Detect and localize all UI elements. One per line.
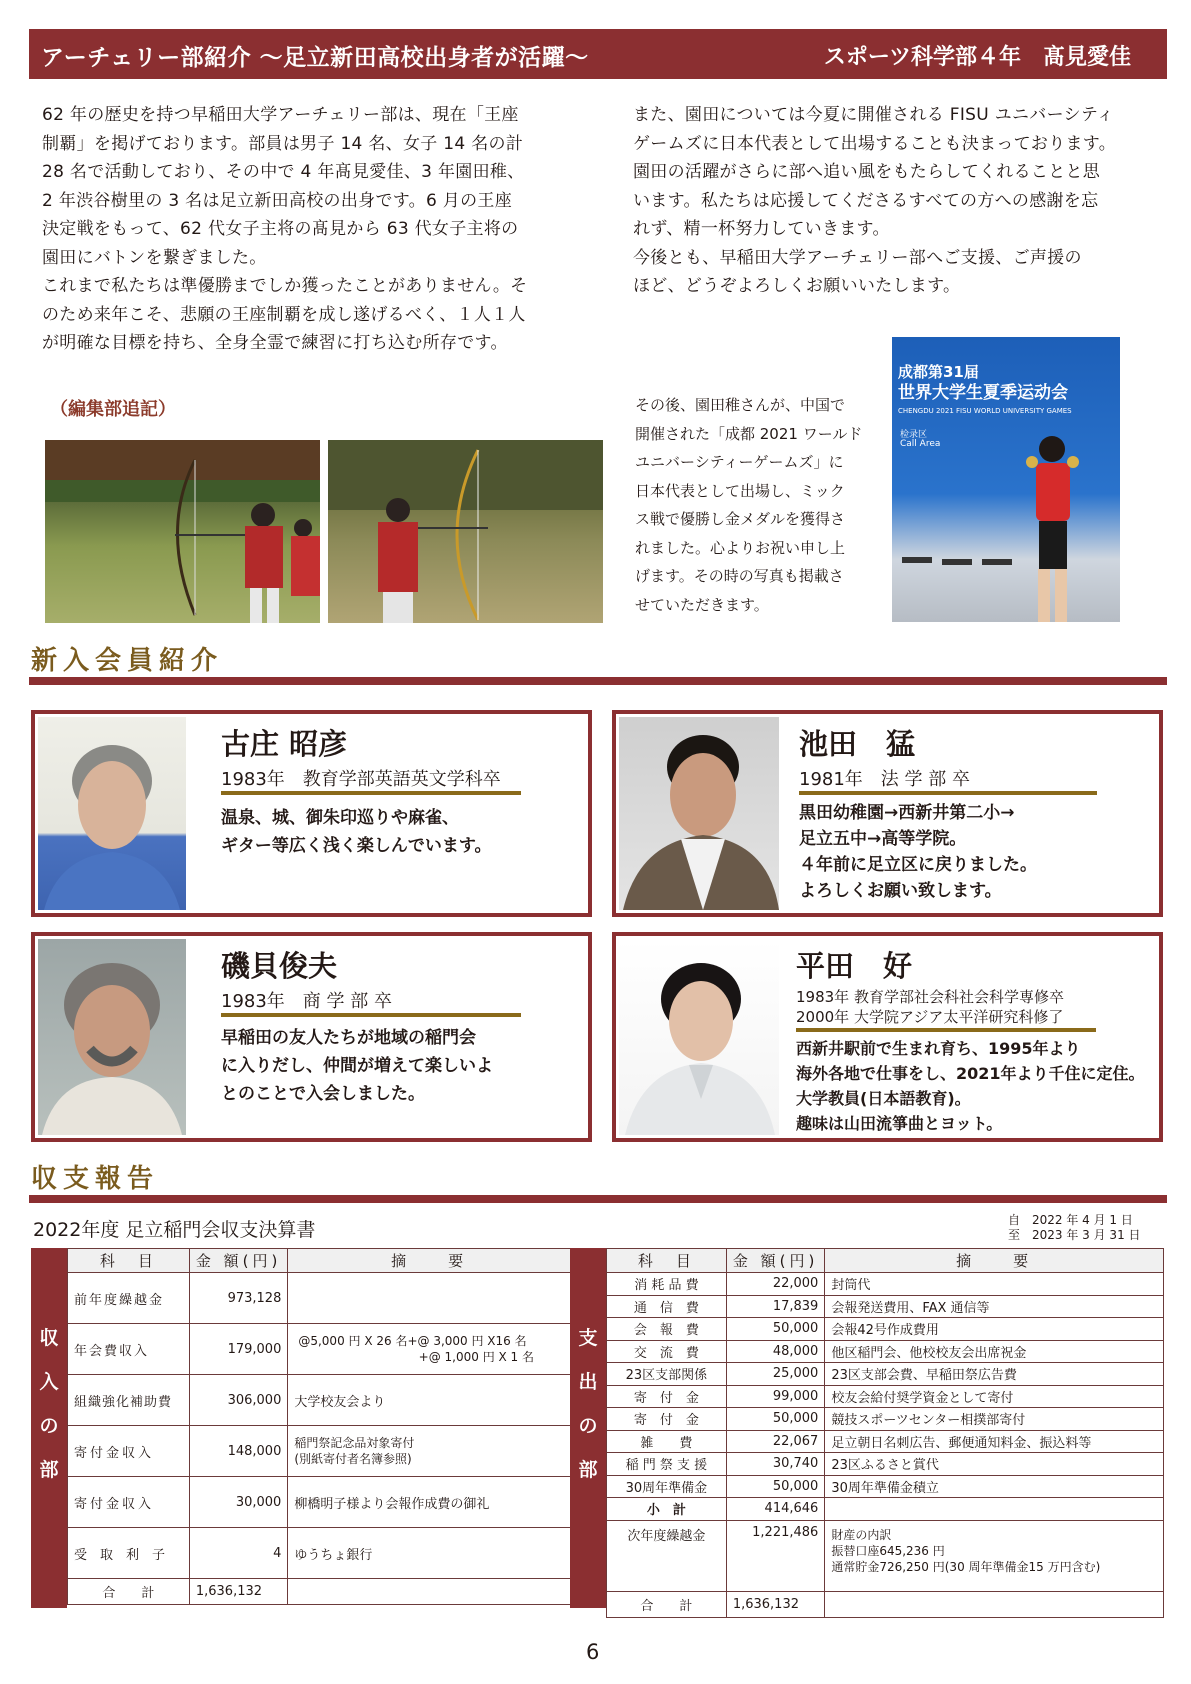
item-cell: 寄付金収入 [68,1477,190,1528]
table-row [607,1318,1164,1341]
amount-cell: 30,000 [189,1477,287,1528]
table-row [607,1295,1164,1318]
member-degree: 1981年 法 学 部 卒 [799,769,970,790]
note-line: 通常貯金726,250 円(30 周年準備金15 万円含む) [831,1559,1101,1574]
table-header-row [68,1249,571,1273]
amount-cell: 306,000 [189,1375,287,1426]
note-cell: 会報発送費用、FAX 通信等 [825,1295,1164,1318]
item-cell: 受 取 利 子 [68,1528,190,1579]
note-cell: 柳橋明子様より会報作成費の御礼 [288,1477,571,1528]
amount-cell: 50,000 [726,1408,824,1431]
item-cell: 寄 付 金 [607,1385,727,1408]
note-cell: ゆうちょ銀行 [288,1528,571,1579]
amount-cell: 30,740 [726,1453,824,1476]
desc-line: 早稲田の友人たちが地域の稲門会 [221,1028,476,1048]
member-photo [38,717,186,910]
col-header: 摘 要 [288,1249,571,1273]
text-line: 2 年渋谷樹里の 3 名は足立新田高校の出身です。6 月の王座 [42,190,513,211]
text-line: 決定戦をもって、62 代女子主将の髙見から 63 代女子主将の [42,219,519,239]
col-header: 金 額(円) [189,1249,287,1273]
amount-cell: 148,000 [189,1426,287,1477]
amount-cell: 50,000 [726,1475,824,1498]
member-name: 古庄 昭彦 [221,727,348,761]
total-row [607,1591,1164,1617]
total-row [68,1579,571,1605]
table-row [607,1408,1164,1431]
desc-line: 趣味は山田流箏曲とヨット。 [796,1114,1003,1133]
desc-line: 海外各地で仕事をし、2021年より千住に定住。 [796,1064,1145,1083]
member-photo [619,717,779,910]
side-char: 収 [39,1327,59,1349]
member-card [31,932,592,1142]
expense-side-label [570,1248,606,1608]
item-cell: 組織強化補助費 [68,1375,190,1426]
note-cell: 会報42号作成費用 [825,1318,1164,1341]
photo-banner-line: Call Area [900,439,941,449]
note-line: (別紙寄付者名簿参照) [294,1452,412,1466]
article-banner [29,29,1167,79]
member-name: 池田 猛 [799,727,916,761]
note-line: 財産の内訳 [831,1527,892,1542]
page-number: 6 [586,1640,600,1664]
table-row [607,1430,1164,1453]
item-cell: 交 流 費 [607,1340,727,1363]
empty-cell [288,1579,571,1605]
member-card [31,710,592,917]
desc-line: 大学教員(日本語教育)。 [796,1089,971,1108]
text-line: ユニバーシティーゲームズ」に [635,453,844,471]
text-line: 日本代表として出場し、ミック [635,481,845,500]
expense-table [606,1248,1164,1618]
text-line: また、園田については今夏に開催される FISU ユニバーシティ [633,105,1115,125]
table-row [68,1375,571,1426]
degree-underline [799,791,1097,795]
subtotal-amount: 414,646 [726,1498,824,1521]
editor-note-text [635,391,885,619]
desc-line: ４年前に足立区に戻りました。 [799,855,1037,875]
note-line: +@ 1,000 円 X 1 名 [418,1350,534,1364]
member-name: 平田 好 [796,949,913,983]
amount-cell: 50,000 [726,1318,824,1341]
member-name: 磯貝俊夫 [221,949,338,983]
total-amount: 1,636,132 [189,1579,287,1605]
text-line: ほど、どうぞよろしくお願いいたします。 [633,276,961,296]
item-cell: 30周年準備金 [607,1475,727,1498]
text-line: 制覇」を掲げております。部員は男子 14 名、女子 14 名の計 [42,133,524,154]
side-char: 部 [39,1459,59,1481]
note-cell: 足立朝日名刺広告、郵便通知料金、振込料等 [825,1430,1164,1453]
desc-line: 西新井駅前で生まれ育ち、1995年より [796,1039,1081,1058]
table-row [607,1385,1164,1408]
amount-cell: 22,000 [726,1273,824,1296]
side-char: の [39,1415,59,1437]
table-row [68,1426,571,1477]
item-cell: 23区支部関係 [607,1363,727,1386]
desc-line: 温泉、城、御朱印巡りや麻雀、 [221,808,459,828]
total-amount: 1,636,132 [726,1591,824,1617]
desc-line: に入りだし、仲間が増えて楽しいよ [221,1056,493,1076]
photo-banner-line: 成都第31届 [898,363,979,381]
text-line: 開催された「成都 2021 ワールド [635,424,863,443]
table-row [68,1477,571,1528]
section-divider [29,677,1167,685]
text-line: います。私たちは応援してくださるすべての方への感謝を忘 [633,190,1099,211]
item-cell: 雑 費 [607,1430,727,1453]
note-cell: 23区支部会費、早稲田祭広告費 [825,1363,1164,1386]
member-photo [619,939,779,1135]
text-line: 園田にバトンを繋ぎました。 [42,247,267,268]
photo-banner-line: 世界大学生夏季运动会 [898,383,1068,403]
income-side-label [31,1248,67,1608]
member-degree-2: 2000年 大学院アジア太平洋研究科修了 [796,1008,1064,1026]
col-header: 科 目 [607,1249,727,1273]
article-author: スポーツ科学部４年 髙見愛佳 [823,45,1131,70]
degree-underline [221,1013,521,1017]
text-line: ゲームズに日本代表として出場することも決まっております。 [633,133,1117,154]
text-line: ス戦で優勝し金メダルを獲得さ [635,510,846,528]
side-char: 出 [578,1371,598,1393]
text-line: これまで私たちは準優勝までしか獲ったことがありません。そ [42,276,528,296]
member-description [799,800,1037,904]
amount-cell: 25,000 [726,1363,824,1386]
universiade-photo [892,337,1120,622]
side-char: 支 [578,1327,598,1349]
archery-photo-2 [328,440,603,623]
amount-cell: 99,000 [726,1385,824,1408]
table-row [68,1273,571,1324]
member-description [221,804,491,860]
carryover-row [607,1520,1164,1591]
table-row [607,1475,1164,1498]
total-label: 合 計 [68,1579,190,1605]
text-line: 今後とも、早稲田大学アーチェリー部へご支援、ご声援の [633,247,1082,268]
member-description [221,1024,493,1108]
table-row [607,1363,1164,1386]
text-line: 園田の活躍がさらに部へ追い風をもたらしてくれることと思 [633,162,1101,182]
finance-period [1008,1213,1141,1243]
editor-note-label: （編集部追記） [50,399,176,420]
finance-table-title: 2022年度 足立稲門会収支決算書 [33,1219,316,1241]
note-cell: 競技スポーツセンター相撲部寄付 [825,1408,1164,1431]
table-row [607,1453,1164,1476]
note-cell: 封筒代 [825,1273,1164,1296]
members-section-title: 新入会員紹介 [31,646,224,676]
note-cell [288,1324,571,1375]
desc-line: よろしくお願い致します。 [799,881,1002,901]
carryover-note [825,1520,1164,1591]
text-line: れました。心よりお祝い申し上 [635,538,846,557]
member-card [612,710,1163,917]
text-line: 62 年の歴史を持つ早稲田大学アーチェリー部は、現在「王座 [42,105,519,125]
empty-cell [825,1591,1164,1617]
table-row [68,1324,571,1375]
note-line: @5,000 円 X 26 名+@ 3,000 円 X16 名 [298,1334,527,1348]
article-right-column [633,101,1173,301]
note-cell: 校友会給付奨学資金として寄付 [825,1385,1164,1408]
text-line: その後、園田稚さんが、中国で [635,396,846,414]
member-photo [38,939,186,1135]
amount-cell: 4 [189,1528,287,1579]
amount-cell: 17,839 [726,1295,824,1318]
item-cell: 会 報 費 [607,1318,727,1341]
member-degree: 1983年 商 学 部 卒 [221,991,392,1012]
item-cell: 通 信 費 [607,1295,727,1318]
col-header: 金 額(円) [726,1249,824,1273]
item-cell: 前年度繰越金 [68,1273,190,1324]
note-cell [288,1273,571,1324]
note-cell: 他区稲門会、他校校友会出席祝金 [825,1340,1164,1363]
side-char: の [578,1415,598,1437]
photo-banner-line: 检录区 [900,430,928,440]
photo-banner-line: CHENGDU 2021 FISU WORLD UNIVERSITY GAMES [898,407,1072,415]
section-divider [29,1195,1167,1203]
subtotal-label: 小 計 [607,1498,727,1521]
col-header: 科 目 [68,1249,190,1273]
desc-line: とのことで入会しました。 [221,1084,425,1104]
degree-underline [221,791,521,795]
archery-photo-1 [45,440,320,623]
table-row [607,1340,1164,1363]
note-cell [288,1426,571,1477]
col-header: 摘 要 [825,1249,1164,1273]
note-line: 稲門祭記念品対象寄付 [294,1436,415,1450]
amount-cell: 973,128 [189,1273,287,1324]
article-title: アーチェリー部紹介 〜足立新田高校出身者が活躍〜 [41,45,589,71]
table-row [68,1528,571,1579]
desc-line: ギター等広く浅く楽しんでいます。 [221,836,492,856]
amount-cell: 22,067 [726,1430,824,1453]
income-table [67,1248,571,1605]
finance-section-title: 収支報告 [31,1164,160,1194]
total-label: 合 計 [607,1591,727,1617]
item-cell: 寄 付 金 [607,1408,727,1431]
note-cell: 23区ふるさと賞代 [825,1453,1164,1476]
table-header-row [607,1249,1164,1273]
desc-line: 黒田幼稚園→西新井第二小→ [799,803,1015,823]
amount-cell: 48,000 [726,1340,824,1363]
item-cell: 寄付金収入 [68,1426,190,1477]
text-line: げます。その時の写真も掲載さ [635,567,844,585]
period-to: 至 2023 年 3 月 31 日 [1008,1228,1141,1242]
degree-underline [796,1028,1096,1032]
item-cell: 年会費収入 [68,1324,190,1375]
member-degree: 1983年 教育学部社会科社会科学専修卒 [796,988,1064,1006]
period-from: 自 2022 年 4 月 1 日 [1008,1213,1133,1227]
note-cell: 30周年準備金積立 [825,1475,1164,1498]
subtotal-row [607,1498,1164,1521]
member-description [796,1036,1145,1136]
text-line: れず、精一杯努力していきます。 [633,219,890,239]
article-left-column [42,101,607,358]
note-line: 振替口座645,236 円 [831,1543,945,1558]
carryover-amount: 1,221,486 [726,1520,824,1591]
side-char: 入 [39,1371,59,1393]
item-cell: 稲 門 祭 支 援 [607,1453,727,1476]
text-line: 28 名で活動しており、その中で 4 年髙見愛佳、3 年園田稚、 [42,162,525,182]
member-degree: 1983年 教育学部英語英文学科卒 [221,769,501,790]
text-line: が明確な目標を持ち、全身全霊で練習に打ち込む所存です。 [42,333,508,353]
carryover-label: 次年度繰越金 [607,1520,727,1591]
amount-cell: 179,000 [189,1324,287,1375]
desc-line: 足立五中→高等学院。 [799,829,967,849]
note-cell: 大学校友会より [288,1375,571,1426]
empty-cell [825,1498,1164,1521]
item-cell: 消 耗 品 費 [607,1273,727,1296]
text-line: せていただきます。 [635,595,769,614]
member-card [612,932,1163,1142]
text-line: のため来年こそ、悲願の王座制覇を成し遂げるべく、１人１人 [42,304,526,325]
table-row [607,1273,1164,1296]
side-char: 部 [578,1459,598,1481]
